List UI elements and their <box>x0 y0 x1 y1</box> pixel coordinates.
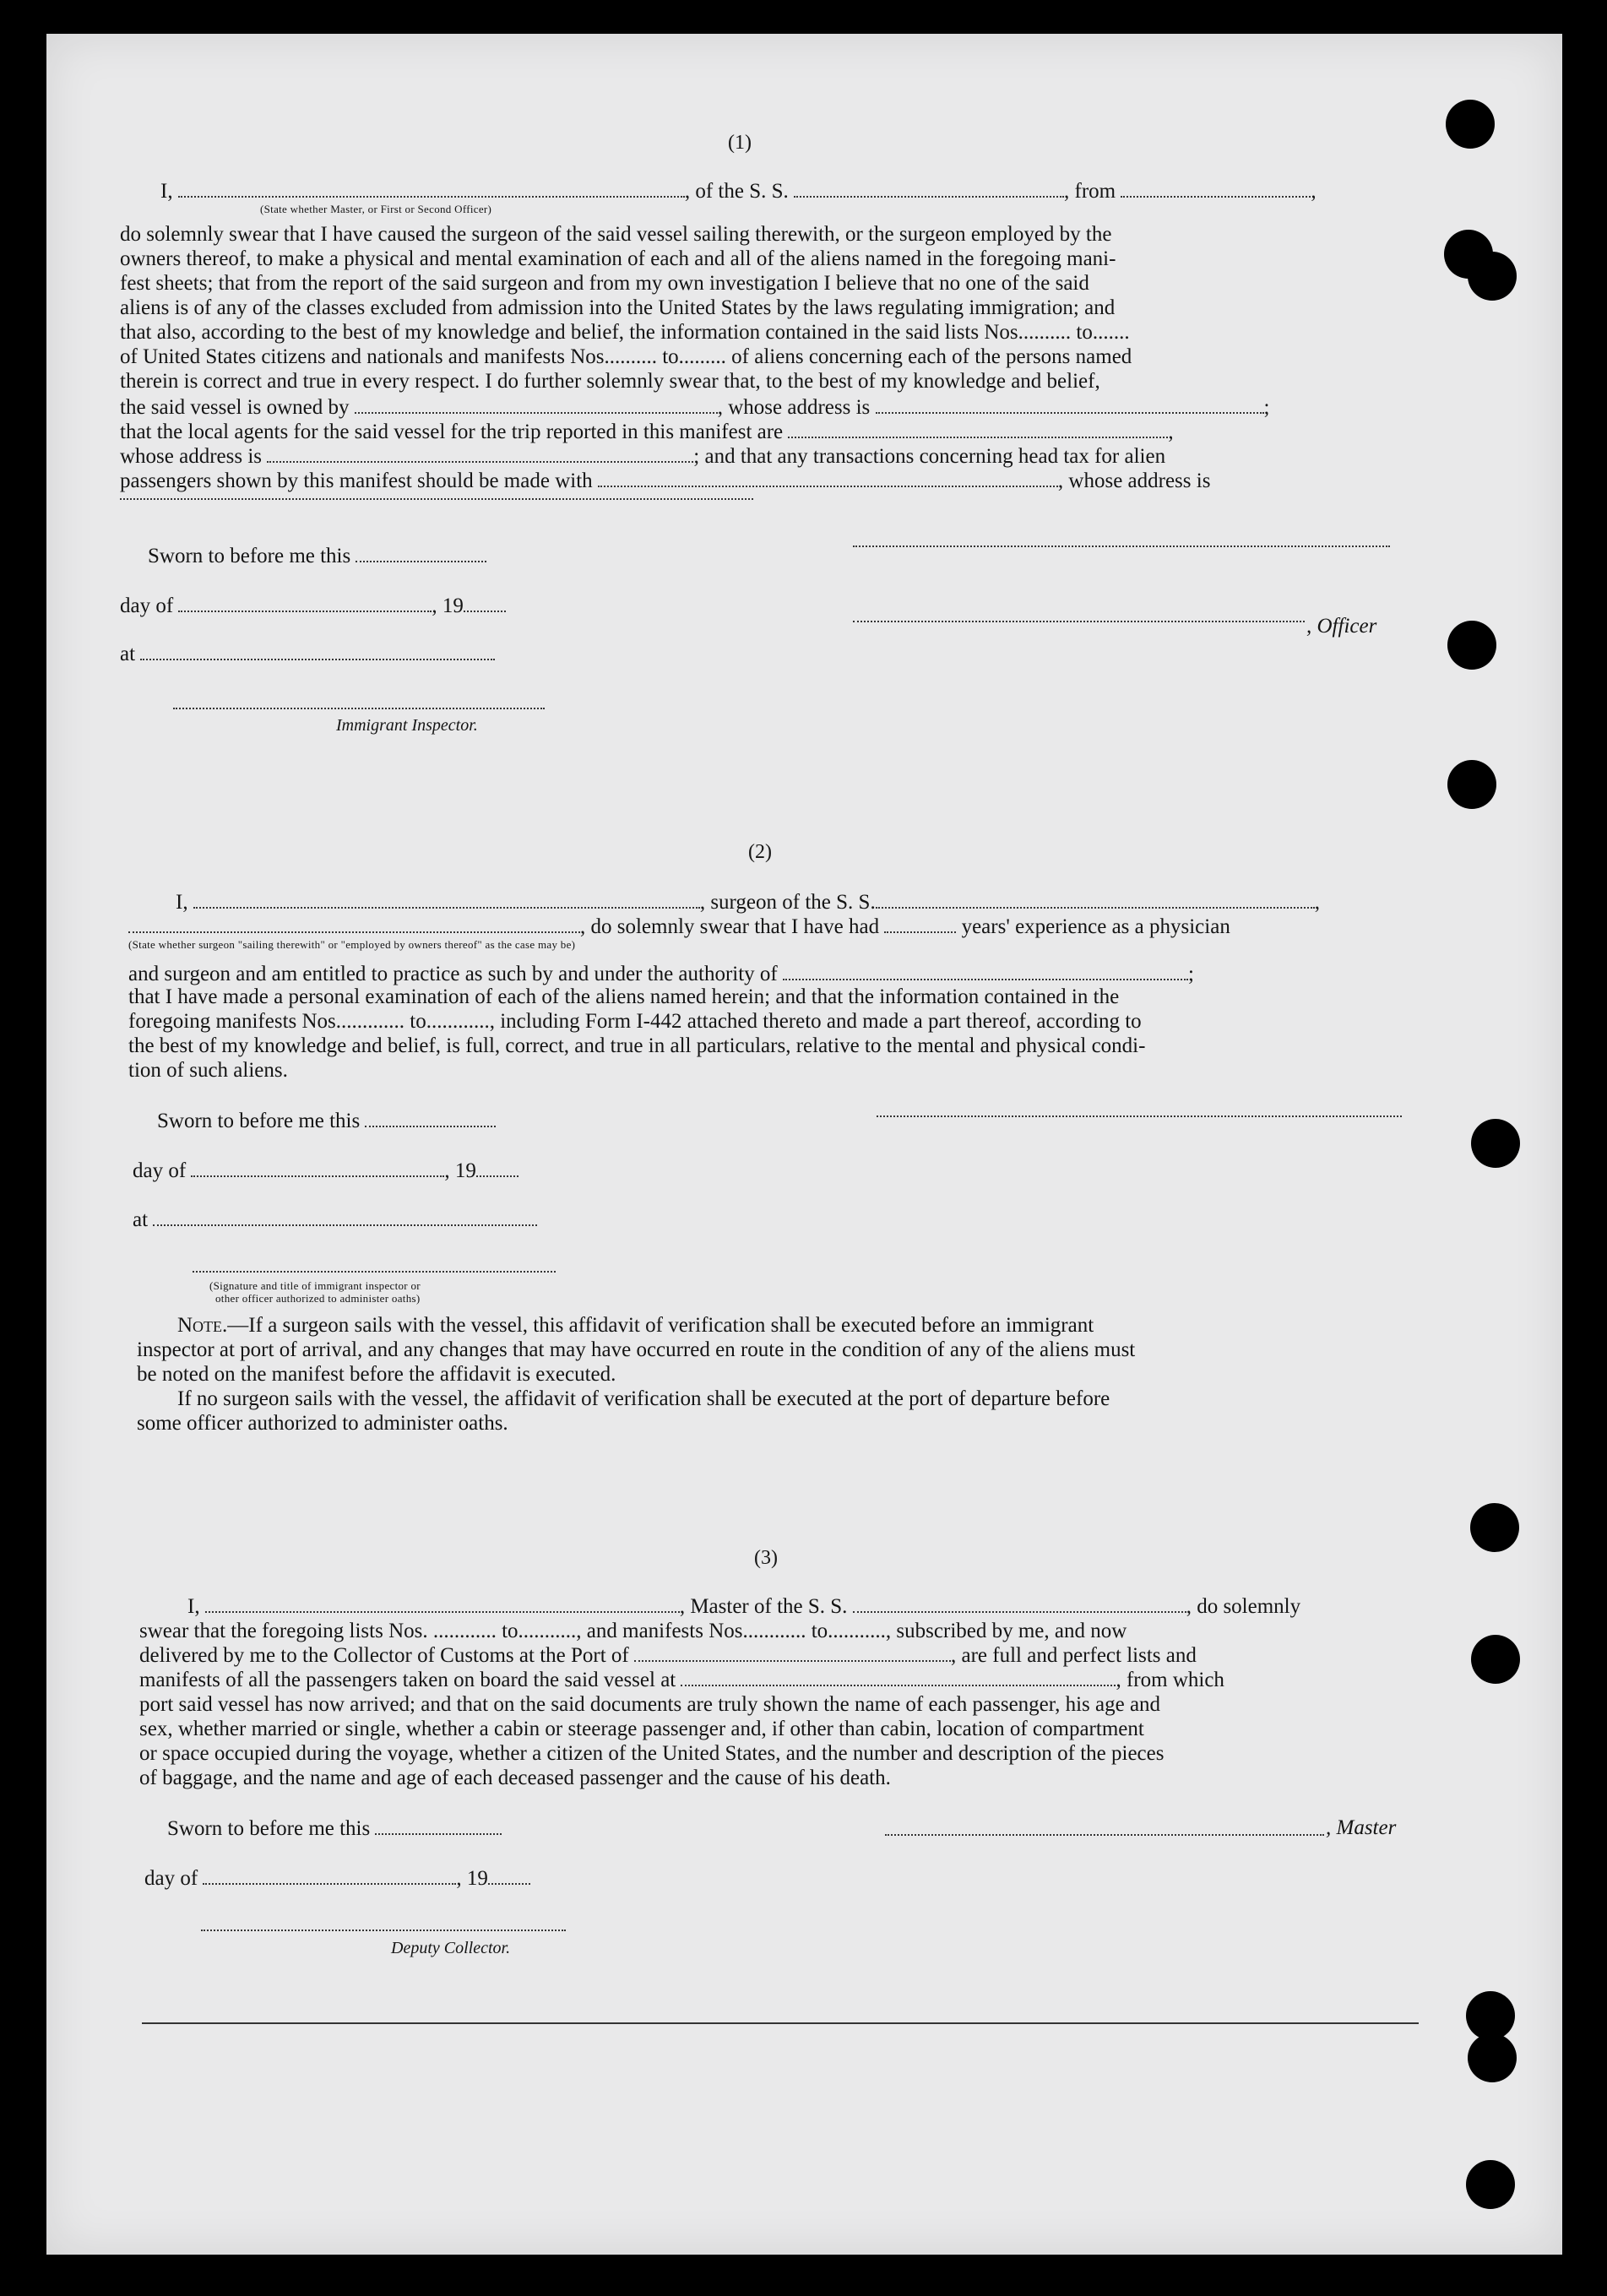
year-label: , 19 <box>444 1159 476 1182</box>
section2-line2 <box>128 915 1230 939</box>
note-line: If no surgeon sails with the vessel, the affidavit of verification shall be executed at the port of departure before <box>177 1387 1110 1410</box>
do-solemnly-label: , do solemnly <box>1186 1595 1301 1618</box>
authority-field[interactable] <box>783 962 1188 980</box>
at-line <box>133 1208 537 1232</box>
from-which-label: , from which <box>1116 1669 1224 1691</box>
head-tax-contact-field[interactable] <box>598 469 1058 487</box>
section2-line1 <box>176 890 1320 915</box>
sworn-line <box>148 544 486 568</box>
body-line: sex, whether married or single, whether a cabin or steerage passenger and, if other than cabin, location of compartment <box>139 1718 1144 1740</box>
authority-line <box>128 962 1194 986</box>
swear-lists-line: swear that the foregoing lists Nos. ............ to..........., and manifests Nos............ to..........., subscribed by me, and now <box>139 1620 1127 1642</box>
whose-address-label: , whose address is <box>717 396 871 419</box>
sworn-label: Sworn to before me this <box>157 1110 361 1132</box>
surgeon-name-field[interactable] <box>193 890 700 909</box>
day-of-label: day of <box>144 1867 198 1890</box>
officer-rank-field[interactable] <box>178 179 685 198</box>
years-label: years' experience as a physician <box>961 915 1230 938</box>
note-line: be noted on the manifest before the affidavit is executed. <box>137 1363 616 1386</box>
delivered-label: delivered by me to the Collector of Customs at the Port of <box>139 1644 629 1667</box>
body-line: of baggage, and the name and age of each deceased passenger and the cause of his death. <box>139 1767 891 1789</box>
officer-name-field[interactable] <box>853 621 1305 622</box>
sworn-day-field[interactable] <box>365 1109 496 1127</box>
master-signature-field[interactable] <box>885 1834 1324 1836</box>
body-line: of United States citizens and nationals and manifests Nos.......... to......... of aliens concerning each of the persons named <box>120 345 1132 368</box>
punch-hole <box>1468 2033 1517 2082</box>
comma: , <box>1314 891 1320 914</box>
surgeon-of-label: , surgeon of the S. S. <box>699 891 876 914</box>
at-place-field[interactable] <box>140 642 495 660</box>
port-field[interactable] <box>634 1643 951 1662</box>
years-experience-field[interactable] <box>884 915 956 933</box>
officer-label: , Officer <box>1306 615 1377 638</box>
caption-master: (State whether Master, or First or Second Officer) <box>260 203 492 215</box>
collector-signature-field[interactable] <box>201 1930 566 1931</box>
from-label: , from <box>1064 180 1116 203</box>
month-field[interactable] <box>203 1866 456 1885</box>
inspector-signature-field[interactable] <box>193 1271 556 1273</box>
body-line: aliens is of any of the classes excluded from admission into the United States by the laws regulating immigration; and <box>120 296 1116 319</box>
punch-hole <box>1468 252 1517 301</box>
comma: , <box>1311 180 1317 203</box>
oath-i: I, <box>187 1595 200 1618</box>
punch-hole <box>1466 2160 1515 2209</box>
section3-line1 <box>187 1594 1300 1619</box>
year-label: , 19 <box>456 1867 488 1890</box>
inspector-signature-field[interactable] <box>173 708 545 709</box>
sworn-day-field[interactable] <box>375 1816 502 1835</box>
owned-by-label: the said vessel is owned by <box>120 396 350 419</box>
passengers-label: passengers shown by this manifest should be made with <box>120 470 593 492</box>
whose-address-label: whose address is <box>120 445 263 468</box>
local-agents-label: that the local agents for the said vessel for the trip reported in this manifest are <box>120 421 784 443</box>
surgeon-type-field[interactable] <box>128 915 580 933</box>
signature-caption: (Signature and title of immigrant inspector or <box>209 1279 421 1292</box>
punch-hole <box>1447 621 1496 670</box>
body-line: do solemnly swear that I have caused the surgeon of the said vessel sailing therewith, or the surgeon employed by the <box>120 223 1112 246</box>
body-line: that I have made a personal examination of each of the aliens named herein; and that the information contained in the <box>128 985 1120 1008</box>
whose-address-line <box>120 444 1165 469</box>
punch-hole <box>1447 760 1496 809</box>
note-label: Note. <box>177 1314 228 1337</box>
local-agents-line <box>120 420 1174 444</box>
whose-address-label: , whose address is <box>1057 470 1211 492</box>
owned-by-line <box>120 395 1269 420</box>
sworn-label: Sworn to before me this <box>148 545 351 567</box>
vessel-name-field[interactable] <box>853 1594 1186 1613</box>
semicolon: ; <box>1188 963 1194 985</box>
comma: , <box>1168 421 1174 443</box>
day-of-label: day of <box>133 1159 187 1182</box>
caption-sailing: (State whether surgeon "sailing therewith" or "employed by owners thereof" as the case may be) <box>128 938 576 951</box>
sworn-day-field[interactable] <box>356 544 486 562</box>
note-text: —If a surgeon sails with the vessel, this affidavit of verification shall be executed before an immigrant <box>227 1314 1094 1337</box>
section3-number: (3) <box>754 1547 778 1569</box>
passengers-line <box>120 469 1210 493</box>
note-block <box>137 1313 1420 1436</box>
officer-signature-field[interactable] <box>853 546 1390 547</box>
at-label: at <box>133 1208 149 1231</box>
body-line: port said vessel has now arrived; and that on the said documents are truly shown the name of each passenger, his age and <box>139 1693 1161 1716</box>
punch-hole <box>1471 1635 1520 1684</box>
master-label: , Master <box>1326 1816 1397 1839</box>
section2-number: (2) <box>748 841 772 863</box>
body-line: or space occupied during the voyage, whether a citizen of the United States, and the number and description of the pieces <box>139 1742 1165 1765</box>
day-of-line <box>120 594 506 618</box>
punch-hole <box>1470 1503 1519 1552</box>
at-place-field[interactable] <box>153 1208 537 1226</box>
agents-address-field[interactable] <box>267 444 693 463</box>
month-field[interactable] <box>178 594 432 612</box>
body-line: that also, according to the best of my knowledge and belief, the information contained in the said lists Nos.......... to....... <box>120 321 1130 344</box>
head-tax-label: ; and that any transactions concerning head tax for alien <box>693 445 1166 468</box>
owner-field[interactable] <box>355 395 718 414</box>
body-line: foregoing manifests Nos............. to............, including Form I-442 attached thereto and made a part thereof, according to <box>128 1010 1142 1033</box>
at-line <box>120 642 495 666</box>
semicolon: ; <box>1263 396 1270 419</box>
body-line: fest sheets; that from the report of the said surgeon and from my own investigation I believe that no one of the said <box>120 272 1089 295</box>
section1-line1 <box>160 179 1317 204</box>
section1-number: (1) <box>728 132 752 154</box>
immigrant-inspector-label: Immigrant Inspector. <box>336 716 478 735</box>
master-name-field[interactable] <box>205 1594 680 1613</box>
contact-address-field[interactable] <box>120 498 753 500</box>
delivered-line <box>139 1643 1197 1668</box>
section3-body <box>139 1692 1414 1790</box>
boarding-port-field[interactable] <box>681 1668 1116 1686</box>
surgeon-signature-field[interactable] <box>877 1115 1402 1117</box>
day-of-line <box>133 1159 518 1183</box>
sworn-line <box>157 1109 496 1133</box>
day-of-label: day of <box>120 594 174 617</box>
body-line: tion of such aliens. <box>128 1059 288 1082</box>
punch-hole <box>1471 1119 1520 1168</box>
oath-i: I, <box>176 891 188 914</box>
section1-body <box>120 222 1395 394</box>
manifests-all-line <box>139 1668 1224 1692</box>
solemnly-label: , do solemnly swear that I have had <box>580 915 880 938</box>
oath-i: I, <box>160 180 173 203</box>
year-label: , 19 <box>432 594 464 617</box>
from-port-field[interactable] <box>1121 179 1311 198</box>
at-label: at <box>120 643 136 665</box>
note-line: some officer authorized to administer oaths. <box>137 1412 508 1435</box>
local-agents-field[interactable] <box>788 420 1168 438</box>
body-line: the best of my knowledge and belief, is full, correct, and true in all particulars, relative to the mental and physical condi- <box>128 1034 1146 1057</box>
full-perfect-label: , are full and perfect lists and <box>951 1644 1197 1667</box>
day-of-line <box>144 1866 530 1891</box>
of-the-ss-label: , of the S. S. <box>684 180 789 203</box>
sworn-line <box>167 1816 502 1841</box>
owner-address-field[interactable] <box>876 395 1264 414</box>
vessel-name-field[interactable] <box>876 890 1315 909</box>
month-field[interactable] <box>191 1159 444 1177</box>
signature-caption: other officer authorized to administer oaths) <box>215 1292 421 1305</box>
deputy-collector-label: Deputy Collector. <box>391 1939 511 1957</box>
note-line: inspector at port of arrival, and any changes that may have occurred en route in the condition of any of the aliens must <box>137 1338 1136 1361</box>
year-field[interactable] <box>476 1159 518 1177</box>
year-field[interactable] <box>464 594 506 612</box>
manifests-all-label: manifests of all the passengers taken on board the said vessel at <box>139 1669 676 1691</box>
sworn-label: Sworn to before me this <box>167 1817 371 1840</box>
and-surgeon-label: and surgeon and am entitled to practice as such by and under the authority of <box>128 963 778 985</box>
punch-hole <box>1446 100 1495 149</box>
master-of-label: , Master of the S. S. <box>679 1595 848 1618</box>
body-line: owners thereof, to make a physical and mental examination of each and all of the aliens named in the foregoing mani- <box>120 247 1116 270</box>
section2-body <box>128 985 1403 1083</box>
vessel-name-field[interactable] <box>794 179 1064 198</box>
bottom-rule <box>142 2022 1419 2024</box>
year-field[interactable] <box>488 1866 530 1885</box>
body-line: therein is correct and true in every respect. I do further solemnly swear that, to the best of my knowledge and belief, <box>120 370 1100 393</box>
note-line <box>137 1313 1420 1338</box>
